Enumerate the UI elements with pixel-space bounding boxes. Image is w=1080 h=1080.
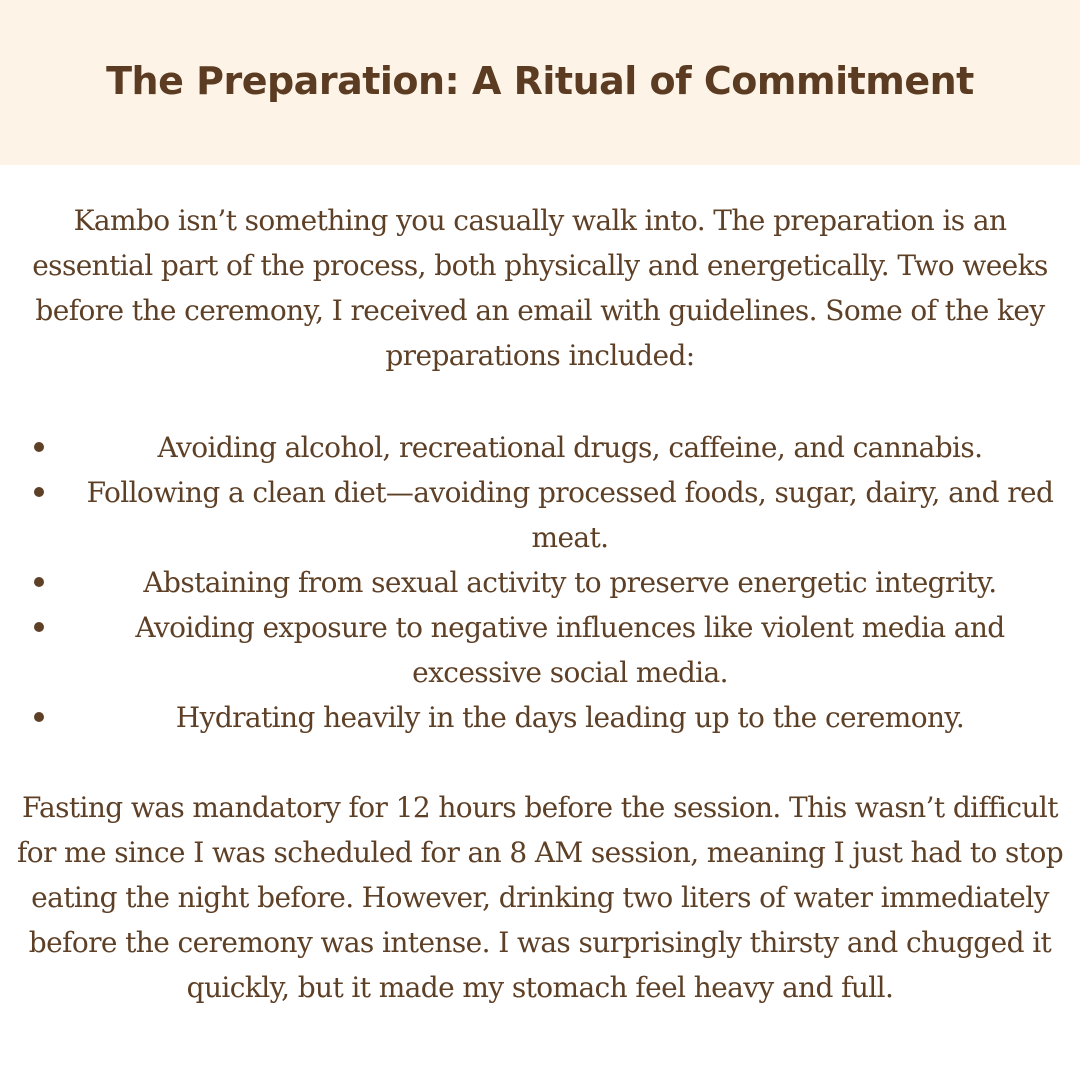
- list-item: [30, 560, 1060, 605]
- list-item-text: Following a clean diet—avoiding processed foods, sugar, dairy, and red meat.: [86, 476, 1054, 554]
- list-item: [30, 695, 1060, 740]
- list-item: [30, 425, 1060, 470]
- list-item-text: Avoiding exposure to negative influences like violent media and excessive social media.: [135, 611, 1005, 689]
- bullet-icon: [34, 622, 44, 632]
- bullet-icon: [34, 442, 44, 452]
- page-title: The Preparation: A Ritual of Commitment: [106, 59, 974, 103]
- list-item-text: Abstaining from sexual activity to preserve energetic integrity.: [143, 566, 997, 599]
- list-item: [30, 470, 1060, 560]
- list-item-text: Hydrating heavily in the days leading up to the ceremony.: [175, 701, 965, 734]
- intro-paragraph: Kambo isn’t something you casually walk into. The preparation is an essential part of the process, both physically and energetically. Two weeks before the ceremony, I received an email with guidelines. Some of the key preparations included:: [32, 204, 1048, 372]
- closing-paragraph: Fasting was mandatory for 12 hours before the session. This wasn’t difficult for me since I was scheduled for an 8 AM session, meaning I just had to stop eating the night before. However, drinking two liters of water immediately before the ceremony was intense. I was surprisingly thirsty and chugged it quickly, but it made my stomach feel heavy and full.: [16, 791, 1064, 1004]
- preparation-list: [30, 425, 1060, 740]
- list-item: [30, 605, 1060, 695]
- title-banner: [0, 0, 1080, 165]
- bullet-icon: [34, 577, 44, 587]
- list-item-text: Avoiding alcohol, recreational drugs, caffeine, and cannabis.: [157, 431, 983, 464]
- bullet-icon: [34, 487, 44, 497]
- bullet-icon: [34, 712, 44, 722]
